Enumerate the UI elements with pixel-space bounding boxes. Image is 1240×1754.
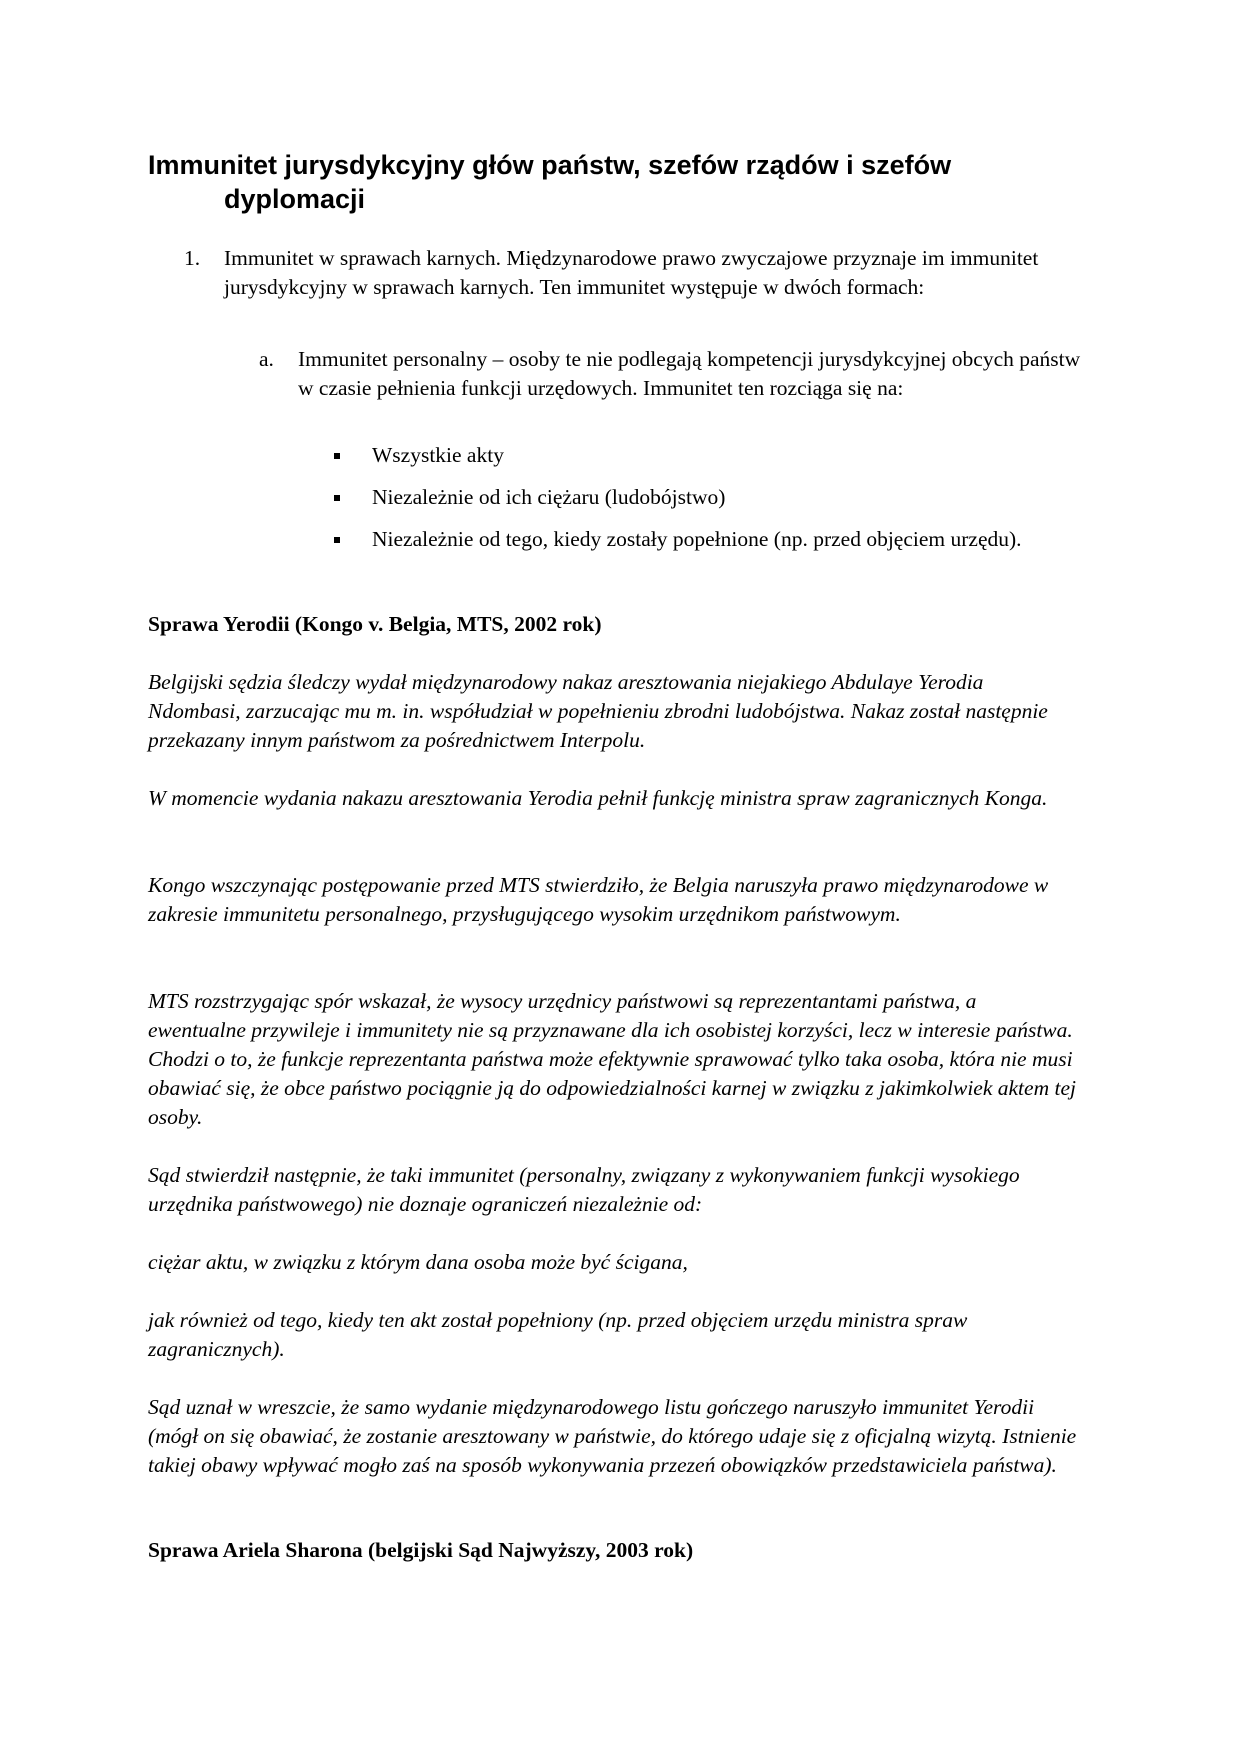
list-item-1 xyxy=(184,244,1064,302)
case-paragraph: Sąd uznał w wreszcie, że samo wydanie międzynarodowego listu gończego naruszyło immunitet Yerodii (mógł on się obawiać, że zostanie aresztowany w państwie, do którego udaje się z oficjalną wizytą. Istnienie takiej obawy wpływać mogło zaś na sposób wykonywania przezeń obowiązków przedstawiciela państwa). xyxy=(148,1395,1077,1477)
section-heading xyxy=(148,148,1088,216)
list-item-a xyxy=(259,345,1099,403)
list-item-1-text: Immunitet w sprawach karnych. Międzynarodowe prawo zwyczajowe przyznaje im immunitet jurysdykcyjny w sprawach karnych. Ten immunitet występuje w dwóch formach: xyxy=(224,246,1039,299)
bullet-item xyxy=(334,483,1074,512)
list-item-1-marker: 1. xyxy=(184,246,201,270)
heading-line-1: Immunitet jurysdykcyjny głów państw, szefów rządów i szefów xyxy=(148,150,952,180)
bullet-text: Niezależnie od ich ciężaru (ludobójstwo) xyxy=(372,485,726,509)
bullet-item xyxy=(334,441,1074,470)
case-paragraph: W momencie wydania nakazu aresztowania Yerodia pełnił funkcję ministra spraw zagranicznych Konga. xyxy=(148,786,1048,810)
case-paragraph: jak również od tego, kiedy ten akt został popełniony (np. przed objęciem urzędu ministra spraw zagranicznych). xyxy=(148,1308,968,1361)
bullet-item xyxy=(334,525,1074,554)
list-item-a-text: Immunitet personalny – osoby te nie podlegają kompetencji jurysdykcyjnej obcych państw w czasie pełnienia funkcji urzędowych. Immunitet ten rozciąga się na: xyxy=(298,347,1081,400)
case-title-sharon: Sprawa Ariela Sharona (belgijski Sąd Najwyższy, 2003 rok) xyxy=(148,1538,694,1562)
heading-line-2: dyplomacji xyxy=(224,184,366,214)
case-paragraph: MTS rozstrzygając spór wskazał, że wysocy urzędnicy państwowi są reprezentantami państwa, a ewentualne przywileje i immunitety nie są przyznawane dla ich osobistej korzyści, lecz w interesie państwa. Chodzi o to, że funkcje reprezentanta państwa może efektywnie sprawować tylko taka osoba, która nie musi obawiać się, że obce państwo pociągnie ją do odpowiedzialności karnej w związku z jakimkolwiek aktem tej osoby. xyxy=(148,989,1076,1129)
case-paragraph: Belgijski sędzia śledczy wydał międzynarodowy nakaz aresztowania niejakiego Abdulaye Yerodia Ndombasi, zarzucając mu m. in. współudział w popełnieniu zbrodni ludobójstwa. Nakaz został następnie przekazany innym państwom za pośrednictwem Interpolu. xyxy=(148,670,1048,752)
case-paragraph: ciężar aktu, w związku z którym dana osoba może być ścigana, xyxy=(148,1250,688,1274)
list-item-a-marker: a. xyxy=(259,347,274,371)
square-bullet-icon xyxy=(334,453,340,459)
case-title-yerodia: Sprawa Yerodii (Kongo v. Belgia, MTS, 2002 rok) xyxy=(148,612,602,636)
case-paragraph: Sąd stwierdził następnie, że taki immunitet (personalny, związany z wykonywaniem funkcji wysokiego urzędnika państwowego) nie doznaje ograniczeń niezależnie od: xyxy=(148,1163,1020,1216)
square-bullet-icon xyxy=(334,495,340,501)
bullet-text: Niezależnie od tego, kiedy zostały popełnione (np. przed objęciem urzędu). xyxy=(372,527,1022,551)
square-bullet-icon xyxy=(334,537,340,543)
bullet-text: Wszystkie akty xyxy=(372,443,504,467)
case-paragraph: Kongo wszczynając postępowanie przed MTS stwierdziło, że Belgia naruszyła prawo międzynarodowe w zakresie immunitetu personalnego, przysługującego wysokim urzędnikom państwowym. xyxy=(148,873,1049,926)
